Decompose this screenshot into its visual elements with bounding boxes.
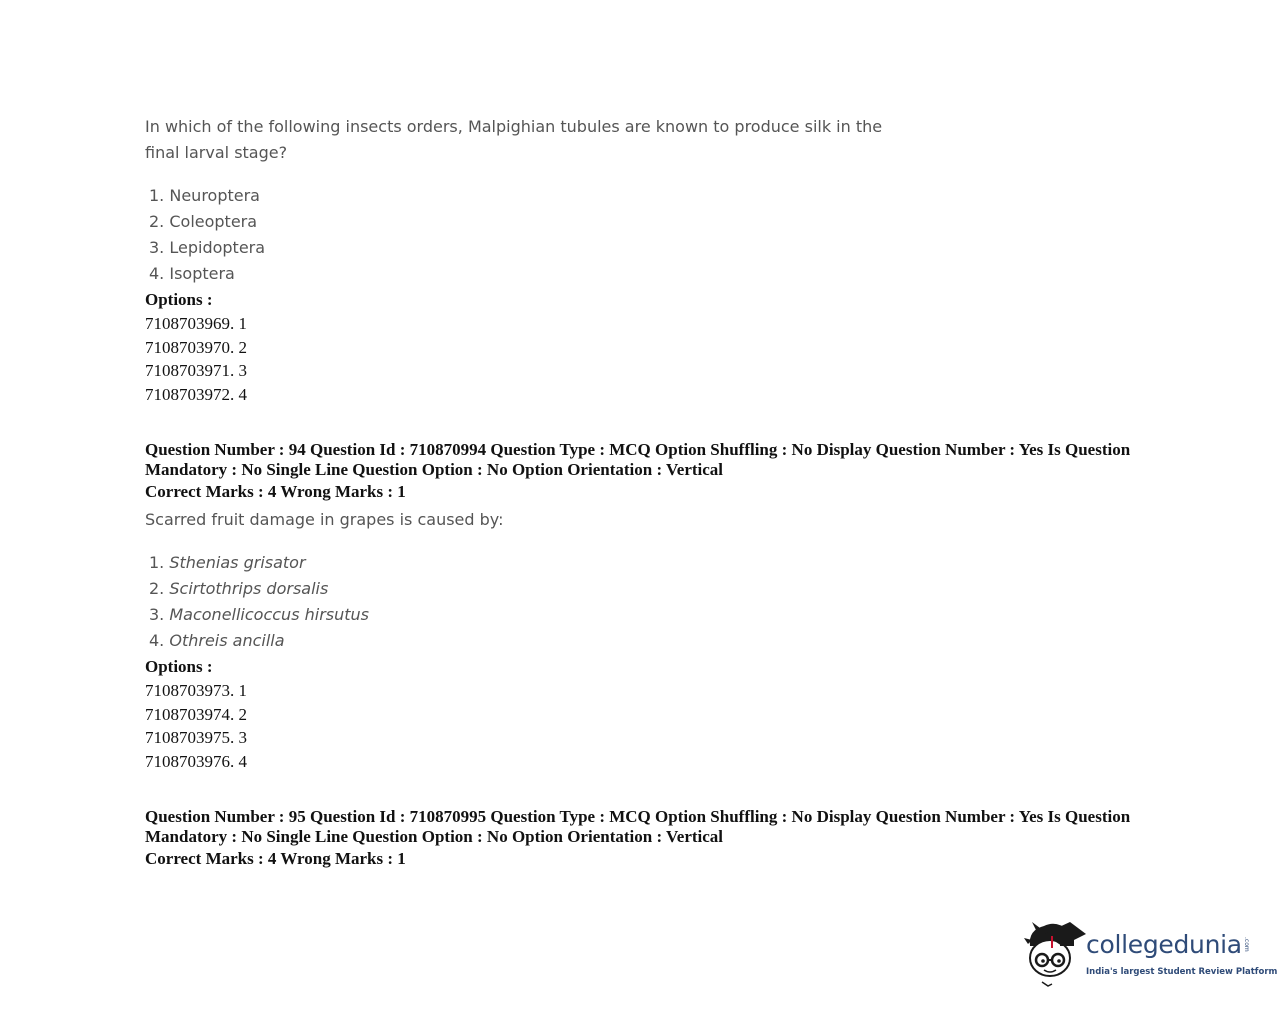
options-label: Options : [145, 290, 213, 309]
question-94-text: Scarred fruit damage in grapes is caused by: [145, 510, 504, 529]
collegedunia-logo [1022, 916, 1278, 996]
option-id: 7108703975. 3 [145, 728, 247, 748]
option-id: 7108703972. 4 [145, 385, 247, 405]
logo-suffix: .com [1243, 937, 1250, 952]
choice-item: 1. Sthenias grisator [149, 553, 306, 572]
options-label: Options : [145, 657, 213, 676]
question-95-meta: Question Number : 95 Question Id : 710870995 Question Type : MCQ Option Shuffling : No Display Question Number : Yes Is Question Mandatory : No Single Line Question Option : No Option Orientation : Vertical [145, 807, 1131, 846]
option-id: 7108703969. 1 [145, 314, 247, 333]
option-id: 7108703976. 4 [145, 752, 247, 772]
question-93-options [145, 312, 247, 407]
choice-item: 4. Isoptera [149, 264, 235, 283]
option-id: 7108703974. 2 [145, 704, 247, 724]
question-93-choices [149, 183, 265, 287]
choice-item: 4. Othreis ancilla [149, 631, 285, 650]
logo-wordmark: collegedunia [1086, 930, 1242, 959]
option-id: 7108703970. 2 [145, 337, 247, 357]
choice-item: 2. Coleoptera [149, 212, 258, 231]
choice-item: 3. Maconellicoccus hirsutus [149, 605, 370, 624]
question-93-text: In which of the following insects orders, Malpighian tubules are known to produce silk in the final larval stage? [145, 117, 883, 162]
question-94-choices [149, 550, 369, 654]
option-id: 7108703971. 3 [145, 361, 247, 381]
option-id: 7108703973. 1 [145, 681, 247, 700]
choice-item: 2. Scirtothrips dorsalis [149, 579, 329, 598]
student-mascot-icon [1022, 916, 1088, 990]
choice-item: 3. Lepidoptera [149, 238, 266, 257]
choice-item: 1. Neuroptera [149, 186, 260, 205]
question-94-meta: Question Number : 94 Question Id : 710870994 Question Type : MCQ Option Shuffling : No Display Question Number : Yes Is Question Mandatory : No Single Line Question Option : No Option Orientation : Vertical [145, 440, 1131, 479]
question-94-options [145, 679, 247, 774]
question-95-marks: Correct Marks : 4 Wrong Marks : 1 [145, 849, 406, 868]
question-94-marks: Correct Marks : 4 Wrong Marks : 1 [145, 482, 406, 501]
logo-tagline: India's largest Student Review Platform [1086, 967, 1278, 977]
